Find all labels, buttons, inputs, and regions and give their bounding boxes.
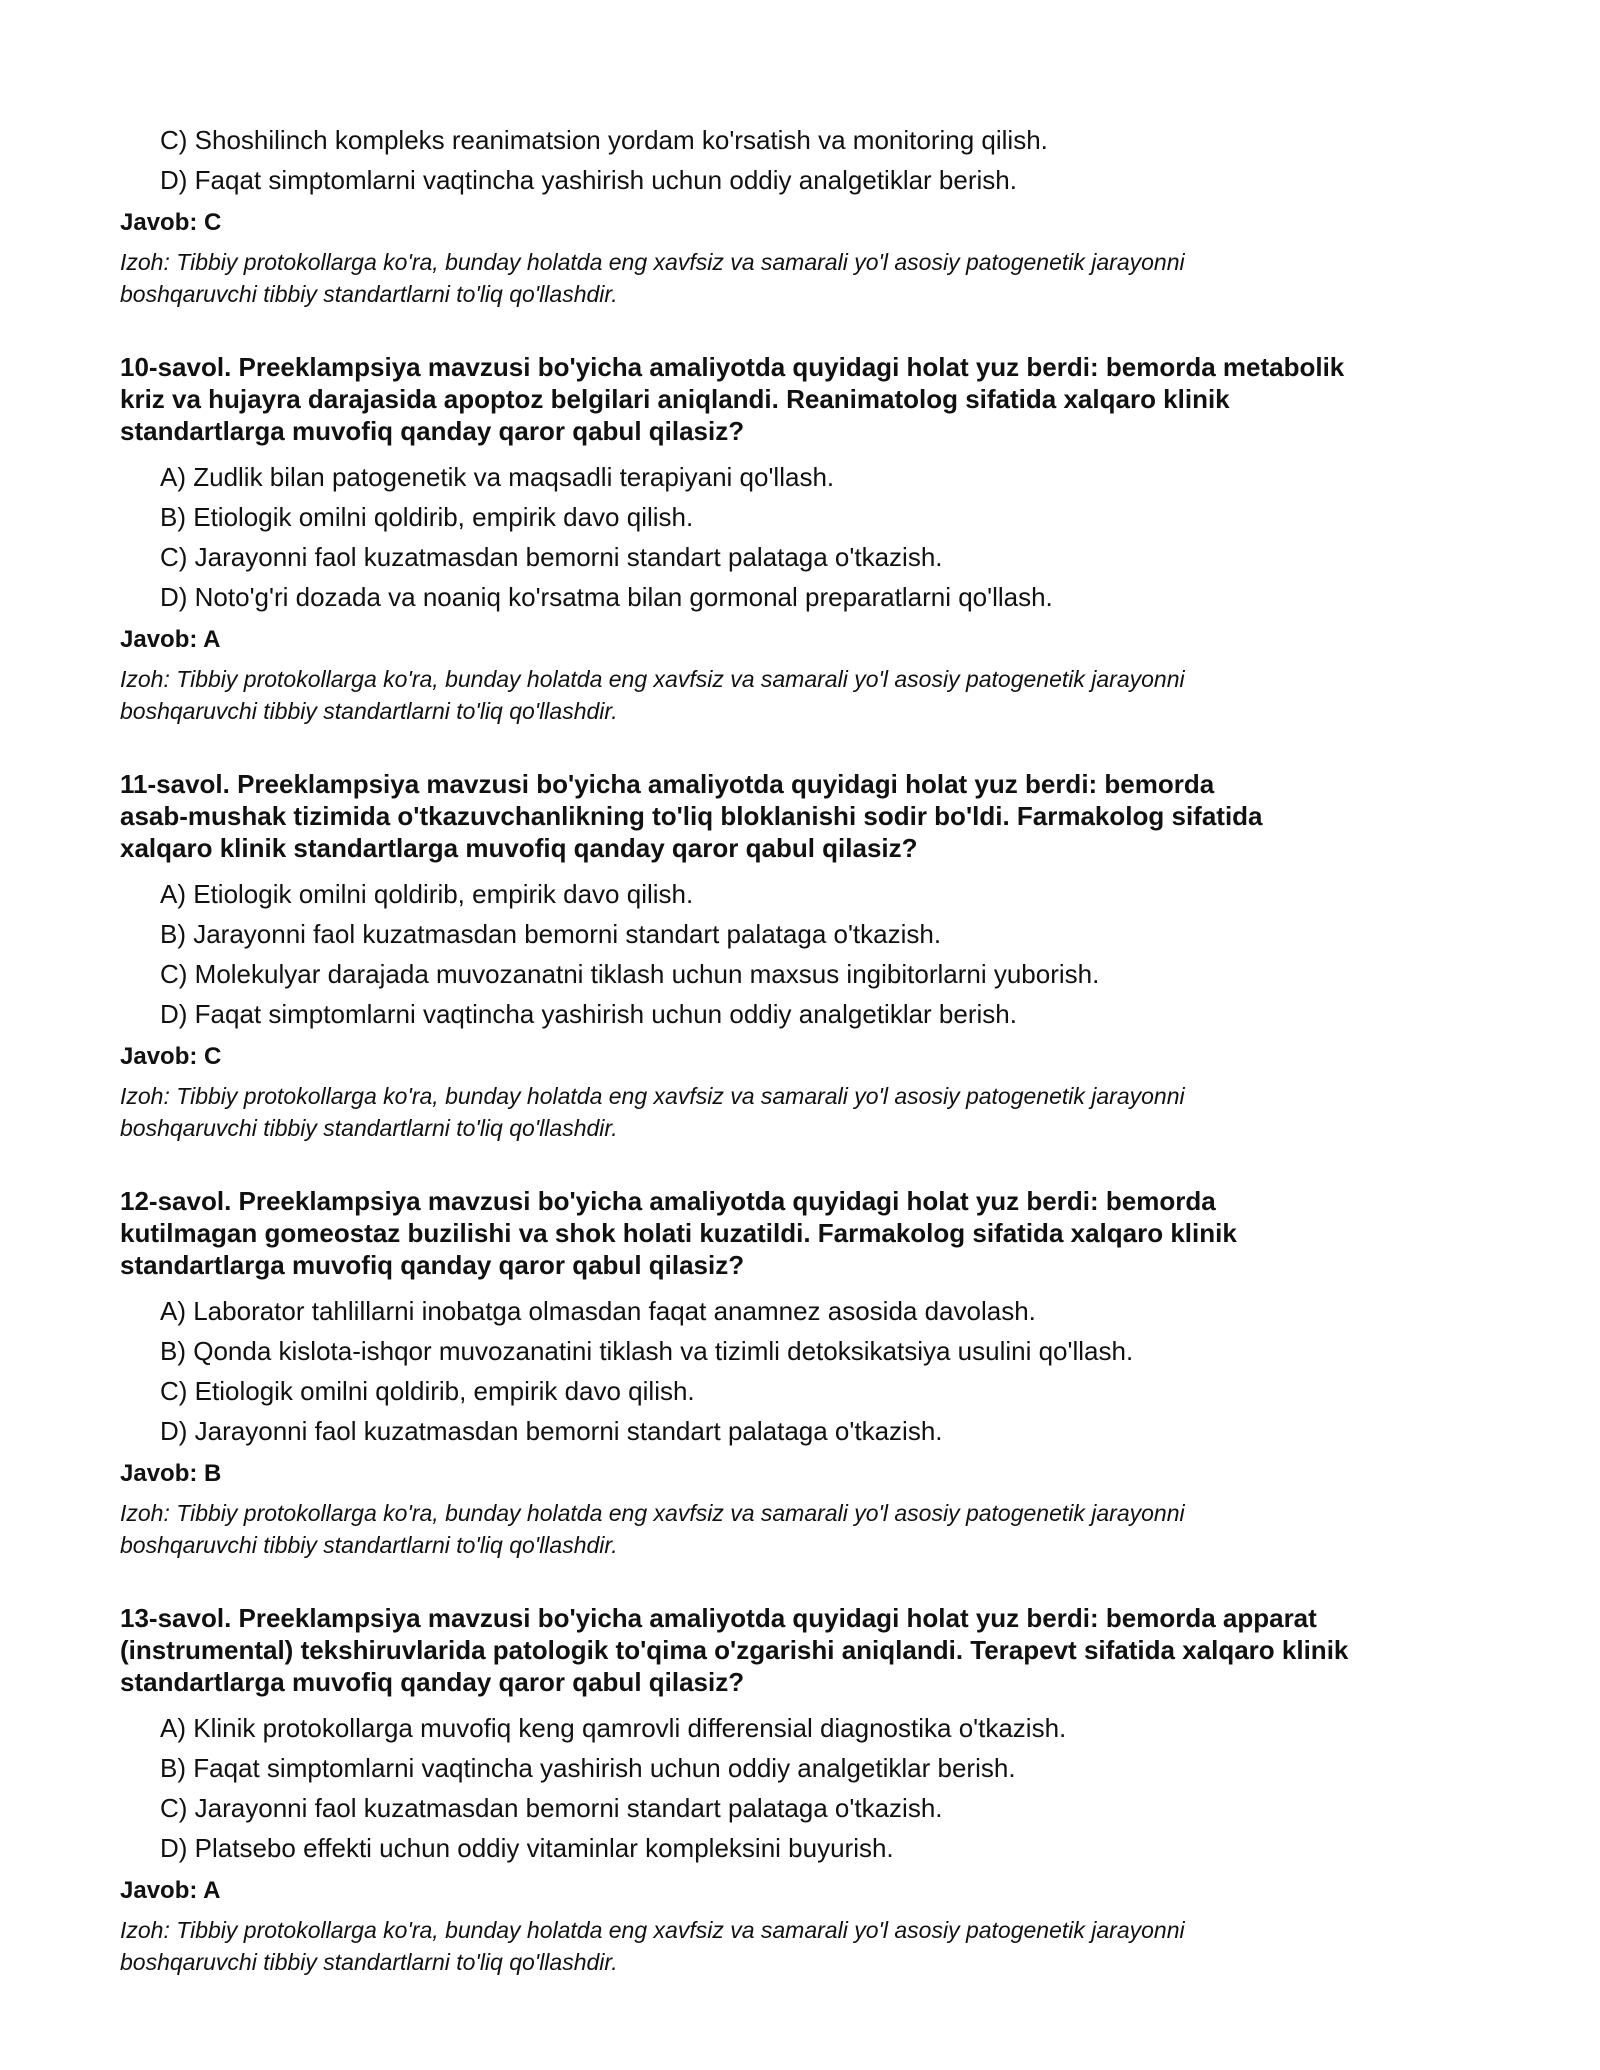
question-line: 13-savol. Preeklampsiya mavzusi bo'yicha amaliyotda quyidagi holat yuz berdi: bemorda apparat	[120, 1603, 1317, 1633]
explanation-note	[120, 1497, 1500, 1561]
question-10	[120, 351, 1500, 727]
option-a: A) Klinik protokollarga muvofiq keng qamrovli differensial diagnostika o'tkazish.	[160, 1713, 1067, 1743]
question-line: 10-savol. Preeklampsiya mavzusi bo'yicha amaliyotda quyidagi holat yuz berdi: bemorda metabolik	[120, 352, 1345, 382]
explanation-note	[120, 246, 1500, 310]
option-c: C) Molekulyar darajada muvozanatni tiklash uchun maxsus ingibitorlarni yuborish.	[160, 959, 1100, 989]
question-line: standartlarga muvofiq qanday qaror qabul qilasiz?	[120, 1667, 745, 1697]
option-a: A) Zudlik bilan patogenetik va maqsadli terapiyani qo'llash.	[160, 462, 835, 492]
question-text	[120, 1185, 1500, 1281]
question-12	[120, 1185, 1500, 1561]
option-b: B) Jarayonni faol kuzatmasdan bemorni standart palataga o'tkazish.	[160, 919, 942, 949]
question-line: 11-savol. Preeklampsiya mavzusi bo'yicha amaliyotda quyidagi holat yuz berdi: bemorda	[120, 769, 1215, 799]
question-text	[120, 768, 1500, 864]
question-13	[120, 1602, 1500, 1978]
question-line: xalqaro klinik standartlarga muvofiq qanday qaror qabul qilasiz?	[120, 833, 918, 863]
question-line: kutilmagan gomeostaz buzilishi va shok holati kuzatildi. Farmakolog sifatida xalqaro klinik	[120, 1218, 1237, 1248]
explanation-line: Izoh: Tibbiy protokollarga ko'ra, bunday holatda eng xavfsiz va samarali yo'l asosiy patogenetik jarayonni	[120, 1917, 1185, 1943]
option-c: C) Jarayonni faol kuzatmasdan bemorni standart palataga o'tkazish.	[160, 1793, 943, 1823]
option-d: D) Jarayonni faol kuzatmasdan bemorni standart palataga o'tkazish.	[160, 1416, 943, 1446]
explanation-line: Izoh: Tibbiy protokollarga ko'ra, bunday holatda eng xavfsiz va samarali yo'l asosiy patogenetik jarayonni	[120, 1500, 1185, 1526]
question-line: asab-mushak tizimida o'tkazuvchanlikning to'liq bloklanishi sodir bo'ldi. Farmakolog sifatida	[120, 801, 1263, 831]
answer-label: Javob: C	[120, 209, 222, 236]
option-b: B) Etiologik omilni qoldirib, empirik davo qilish.	[160, 502, 694, 532]
answer-label: Javob: C	[120, 1043, 222, 1070]
option-list	[120, 1708, 1500, 1868]
option-d: D) Noto'g'ri dozada va noaniq ko'rsatma bilan gormonal preparatlarni qo'llash.	[160, 582, 1053, 612]
document-page	[120, 120, 1500, 1978]
option-b: B) Qonda kislota-ishqor muvozanatini tiklash va tizimli detoksikatsiya usulini qo'llash.	[160, 1336, 1134, 1366]
option-a: A) Laborator tahlillarni inobatga olmasdan faqat anamnez asosida davolash.	[160, 1296, 1036, 1326]
question-9-continuation	[120, 120, 1500, 310]
option-list	[120, 120, 1500, 200]
explanation-note	[120, 1080, 1500, 1144]
explanation-line: boshqaruvchi tibbiy standartlarni to'liq qo'llashdir.	[120, 281, 618, 307]
question-11	[120, 768, 1500, 1144]
explanation-note	[120, 663, 1500, 727]
explanation-line: Izoh: Tibbiy protokollarga ko'ra, bunday holatda eng xavfsiz va samarali yo'l asosiy patogenetik jarayonni	[120, 249, 1185, 275]
option-list	[120, 1291, 1500, 1451]
explanation-line: boshqaruvchi tibbiy standartlarni to'liq qo'llashdir.	[120, 1949, 618, 1975]
option-b: B) Faqat simptomlarni vaqtincha yashirish uchun oddiy analgetiklar berish.	[160, 1753, 1016, 1783]
question-line: kriz va hujayra darajasida apoptoz belgilari aniqlandi. Reanimatolog sifatida xalqaro klinik	[120, 384, 1230, 414]
explanation-line: Izoh: Tibbiy protokollarga ko'ra, bunday holatda eng xavfsiz va samarali yo'l asosiy patogenetik jarayonni	[120, 666, 1185, 692]
option-list	[120, 874, 1500, 1034]
answer-label: Javob: A	[120, 1877, 221, 1904]
option-d: D) Faqat simptomlarni vaqtincha yashirish uchun oddiy analgetiklar berish.	[160, 165, 1017, 195]
question-line: 12-savol. Preeklampsiya mavzusi bo'yicha amaliyotda quyidagi holat yuz berdi: bemorda	[120, 1186, 1216, 1216]
option-c: C) Etiologik omilni qoldirib, empirik davo qilish.	[160, 1376, 695, 1406]
option-list	[120, 457, 1500, 617]
option-d: D) Platsebo effekti uchun oddiy vitaminlar kompleksini buyurish.	[160, 1833, 894, 1863]
option-c: C) Shoshilinch kompleks reanimatsion yordam ko'rsatish va monitoring qilish.	[160, 125, 1048, 155]
answer-label: Javob: A	[120, 626, 221, 653]
option-c: C) Jarayonni faol kuzatmasdan bemorni standart palataga o'tkazish.	[160, 542, 943, 572]
explanation-line: boshqaruvchi tibbiy standartlarni to'liq qo'llashdir.	[120, 1115, 618, 1141]
answer-label: Javob: B	[120, 1460, 222, 1487]
question-line: standartlarga muvofiq qanday qaror qabul qilasiz?	[120, 416, 745, 446]
question-line: (instrumental) tekshiruvlarida patologik to'qima o'zgarishi aniqlandi. Terapevt sifatida xalqaro klinik	[120, 1635, 1349, 1665]
question-text	[120, 1602, 1500, 1698]
explanation-note	[120, 1914, 1500, 1978]
option-a: A) Etiologik omilni qoldirib, empirik davo qilish.	[160, 879, 694, 909]
explanation-line: Izoh: Tibbiy protokollarga ko'ra, bunday holatda eng xavfsiz va samarali yo'l asosiy patogenetik jarayonni	[120, 1083, 1185, 1109]
explanation-line: boshqaruvchi tibbiy standartlarni to'liq qo'llashdir.	[120, 698, 618, 724]
explanation-line: boshqaruvchi tibbiy standartlarni to'liq qo'llashdir.	[120, 1532, 618, 1558]
option-d: D) Faqat simptomlarni vaqtincha yashirish uchun oddiy analgetiklar berish.	[160, 999, 1017, 1029]
question-text	[120, 351, 1500, 447]
question-line: standartlarga muvofiq qanday qaror qabul qilasiz?	[120, 1250, 745, 1280]
